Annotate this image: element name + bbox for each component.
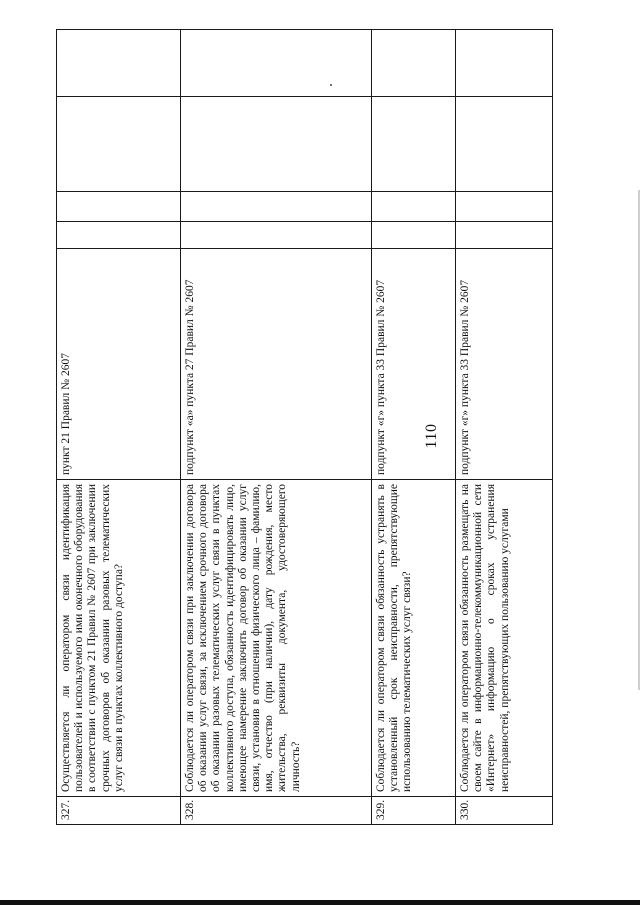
empty-cell [181,192,372,222]
empty-cell [181,30,372,97]
empty-cell [57,222,181,249]
row-number: 328. [181,797,372,825]
empty-cell [57,192,181,222]
empty-cell [57,97,181,192]
question-cell: Соблюдается ли оператором связи обязанность размещать на своем сайте в информационно-телекоммуникационной сети «Интернет» информацию о сроках устранения неисправностей, препятствующих пользованию услугами [456,480,553,797]
table-row [372,30,456,825]
reference-cell: подпункт «г» пункта 33 Правил № 2607 [372,249,456,480]
reference-cell: подпункт «г» пункта 33 Правил № 2607 [456,249,553,480]
empty-cell [372,192,456,222]
page-number: 110 [423,423,440,449]
reference-cell: пункт 21 Правил № 2607 [57,249,181,480]
table-row [181,30,372,825]
empty-cell [181,222,372,249]
scan-edge-bar [0,900,640,905]
checklist-table [56,29,553,825]
question-cell: Осуществляется ли оператором связи идентификация пользователей и используемого ими оконечного оборудования в соответствии с пунктом 21 Правил № 2607 при заключении срочных договоров об оказании разовых телематических услуг связи в пунктах коллективного доступа? [57,480,181,797]
empty-cell [456,30,553,97]
rotated-table-container [56,30,552,825]
question-cell: Соблюдается ли оператором связи обязанность устранять в установленный срок неисправности, препятствующие использованию телематических услуг связи? [372,480,456,797]
empty-cell [372,30,456,97]
question-cell: Соблюдается ли оператором связи при заключении договора об оказании услуг связи, за исключением срочного договора об оказании разовых телематических услуг связи в пунктах коллективного доступа, обязанность идентифицировать лицо, имеющее намерение заключить договор об оказании услуг связи, установив в отношении физического лица – фамилию, имя, отчество (при наличии), дату рождения, место жительства, реквизиты документа, удостоверяющего личность? [181,480,372,797]
table-row [57,30,181,825]
empty-cell [372,222,456,249]
row-number: 329. [372,797,456,825]
reference-cell: подпункт «а» пункта 27 Правил № 2607 [181,249,372,480]
empty-cell [456,222,553,249]
empty-cell [372,97,456,192]
row-number: 327. [57,797,181,825]
empty-cell [181,97,372,192]
empty-cell [57,30,181,97]
row-number: 330. [456,797,553,825]
empty-cell [456,97,553,192]
empty-cell [456,192,553,222]
table-row [456,30,553,825]
